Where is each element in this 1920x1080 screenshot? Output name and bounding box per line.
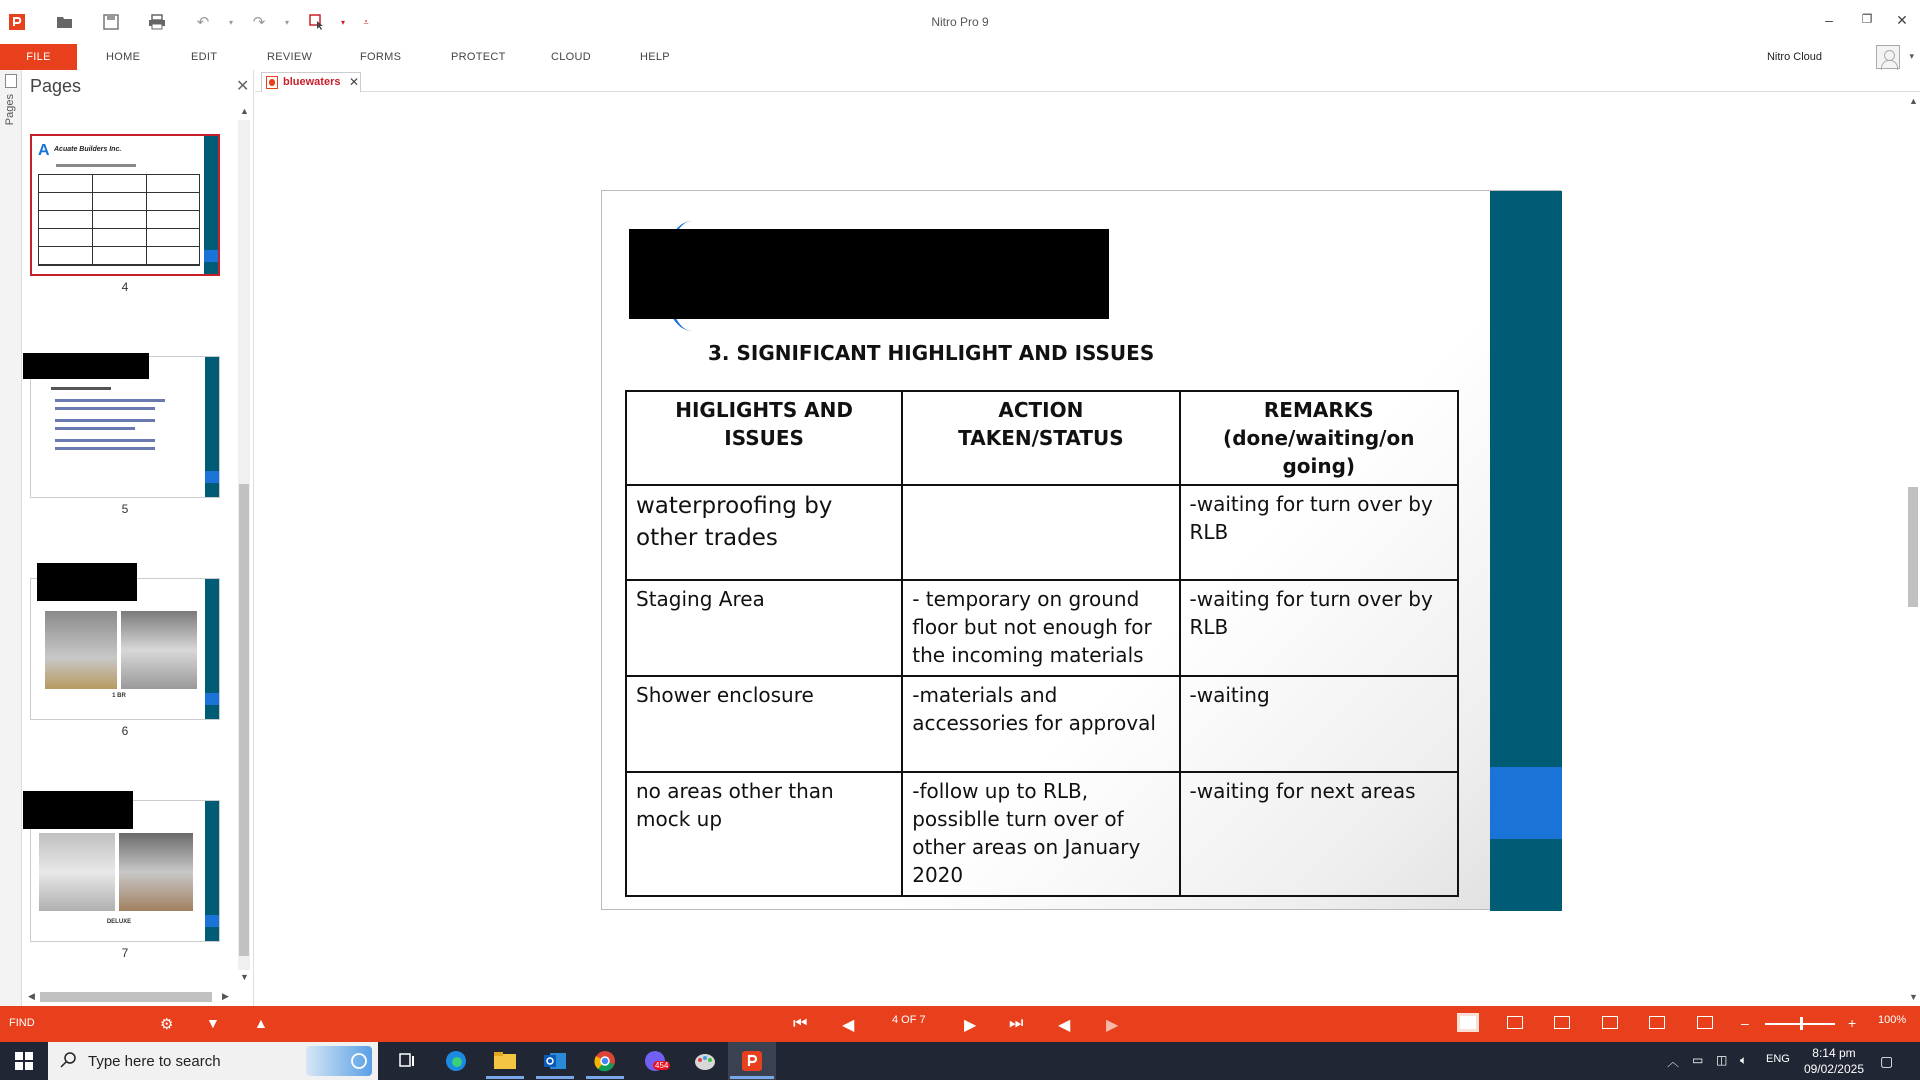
table-cell: Shower enclosure (626, 676, 902, 772)
select-dropdown-icon[interactable]: ▾ (340, 17, 345, 27)
window-title: Nitro Pro 9 (931, 15, 989, 29)
company-logo-icon: A (38, 142, 50, 159)
redo-dropdown-icon[interactable]: ▾ (284, 17, 289, 27)
page-indicator[interactable]: 4 OF 7 (892, 1014, 926, 1026)
table-cell: waterproofing by other trades (626, 485, 902, 580)
notifications-icon[interactable]: ▢ (1880, 1053, 1894, 1069)
scroll-up-icon[interactable]: ▲ (240, 106, 249, 116)
room-photo (45, 611, 117, 689)
zoom-slider-handle[interactable] (1800, 1017, 1803, 1030)
edge-browser-icon[interactable] (444, 1049, 468, 1073)
network-icon[interactable]: ◫ (1716, 1053, 1728, 1067)
redaction-box (23, 353, 149, 379)
active-indicator (536, 1076, 574, 1079)
redaction-box (23, 791, 133, 829)
scrollbar-thumb[interactable] (40, 992, 212, 1002)
show-hidden-icons-icon[interactable]: ︿ (1667, 1055, 1680, 1069)
table-header-row (626, 391, 1458, 485)
clock-date: 09/02/2025 (1803, 1062, 1864, 1076)
customize-icon[interactable]: ⩡ (363, 16, 369, 27)
thumbnail-caption: DELUXE (106, 919, 132, 925)
scroll-down-icon[interactable]: ▼ (240, 972, 249, 982)
file-explorer-icon[interactable] (493, 1049, 517, 1073)
menu-help[interactable]: HELP (640, 51, 670, 63)
next-page-icon[interactable]: ▶ (964, 1017, 977, 1034)
volume-icon[interactable]: 🔈︎ (1740, 1053, 1748, 1067)
menu-cloud[interactable]: CLOUD (551, 51, 592, 63)
chrome-icon[interactable] (593, 1049, 617, 1073)
zoom-level[interactable]: 100% (1878, 1014, 1907, 1026)
fit-width-icon[interactable] (1697, 1016, 1713, 1029)
thumbnail-caption: 1 BR (112, 693, 126, 699)
table-cell: no areas other than mock up (626, 772, 902, 896)
title-bar (0, 0, 1920, 42)
close-icon[interactable]: ✕ (1896, 12, 1908, 28)
menu-forms[interactable]: FORMS (360, 51, 402, 63)
find-label[interactable]: FIND (9, 1017, 35, 1029)
windows-taskbar (0, 1042, 1920, 1080)
find-next-icon[interactable]: ▼ (206, 1015, 220, 1031)
room-photo (119, 833, 193, 911)
find-previous-icon[interactable]: ▲ (254, 1015, 268, 1031)
pages-panel-tab[interactable]: Pages (4, 94, 16, 126)
scrollbar-thumb[interactable] (1908, 487, 1918, 607)
find-settings-icon[interactable]: ⚙ (160, 1016, 174, 1033)
active-indicator (486, 1076, 524, 1079)
menu-review[interactable]: REVIEW (267, 51, 313, 63)
thumbnail-image[interactable] (30, 578, 220, 720)
task-view-icon[interactable] (395, 1049, 419, 1073)
restore-icon[interactable]: ❐ (1861, 12, 1873, 26)
panel-title: Pages (30, 76, 82, 96)
document-vertical-scrollbar[interactable] (1906, 92, 1920, 1006)
redaction-box (37, 563, 137, 601)
menu-edit[interactable]: EDIT (191, 51, 218, 63)
table-cell (902, 485, 1179, 580)
column-header: ACTION TAKEN/STATUS (902, 391, 1179, 485)
zoom-in-icon[interactable]: + (1848, 1015, 1857, 1031)
panel-vertical-scrollbar[interactable] (238, 106, 250, 984)
zoom-out-icon[interactable]: – (1741, 1015, 1749, 1031)
close-panel-icon[interactable]: ✕ (236, 78, 250, 95)
slide-sidebar-accent (1490, 767, 1562, 839)
taskbar-clock[interactable] (1804, 1045, 1864, 1077)
table-cell: -follow up to RLB, possiblle turn over of other areas on January 2020 (902, 772, 1179, 896)
pdf-page (601, 190, 1561, 910)
single-page-view-icon[interactable] (1460, 1016, 1476, 1029)
continuous-view-icon[interactable] (1507, 1016, 1523, 1029)
previous-page-icon[interactable]: ◀ (842, 1017, 855, 1034)
page-number: 4 (121, 280, 129, 294)
table-row (626, 772, 1458, 896)
redaction-box (629, 229, 1109, 319)
scroll-right-icon[interactable]: ▶ (222, 991, 229, 1001)
menu-protect[interactable]: PROTECT (451, 51, 506, 63)
taskbar-search-box[interactable] (48, 1042, 378, 1080)
language-indicator[interactable]: ENG (1766, 1053, 1790, 1065)
tab-label: bluewaters (283, 76, 341, 88)
facing-view-icon[interactable] (1554, 1016, 1570, 1029)
minimize-icon[interactable]: – (1825, 12, 1833, 28)
room-photo (39, 833, 115, 911)
facing-continuous-view-icon[interactable] (1602, 1016, 1618, 1029)
search-placeholder: Type here to search (88, 1053, 221, 1070)
back-view-icon[interactable]: ◀ (1058, 1017, 1071, 1034)
windows-start-icon[interactable] (12, 1049, 36, 1073)
table-row (626, 485, 1458, 580)
pdf-file-icon (266, 76, 278, 89)
scroll-down-icon[interactable]: ▼ (1909, 992, 1918, 1002)
table-row (626, 580, 1458, 676)
clock-time: 8:14 pm (1812, 1046, 1856, 1060)
nitro-pro-taskbar-icon[interactable] (740, 1049, 764, 1073)
table-cell: -waiting for next areas (1180, 772, 1459, 896)
redo-icon[interactable]: ↷ (252, 14, 266, 31)
viber-icon[interactable] (643, 1049, 667, 1073)
side-strip (0, 70, 22, 1006)
thumbnail-company-text: Acuate Builders Inc. (54, 146, 122, 153)
scroll-left-icon[interactable]: ◀ (28, 991, 35, 1001)
thumbnail-image[interactable] (30, 356, 220, 498)
undo-dropdown-icon[interactable]: ▾ (228, 17, 233, 27)
active-indicator (730, 1076, 774, 1079)
cortana-icon[interactable] (347, 1049, 371, 1073)
issues-table (625, 390, 1459, 897)
account-dropdown-icon[interactable]: ▾ (1909, 51, 1914, 61)
table-cell: Staging Area (626, 580, 902, 676)
thumbnail-image[interactable] (30, 134, 220, 276)
battery-icon[interactable]: ▭ (1692, 1053, 1704, 1067)
table-cell: -waiting for turn over by RLB (1180, 485, 1459, 580)
outlook-icon[interactable] (543, 1049, 567, 1073)
search-icon (60, 1051, 78, 1072)
page-number: 7 (121, 946, 129, 960)
forward-view-icon[interactable]: ▶ (1106, 1017, 1119, 1034)
slide-heading: 3. SIGNIFICANT HIGHLIGHT AND ISSUES (708, 341, 1155, 365)
first-page-icon[interactable]: ⏮ (793, 1015, 808, 1032)
room-photo (121, 611, 197, 689)
notification-badge: 454 (655, 1061, 669, 1070)
thumbnail-image[interactable] (30, 800, 220, 942)
tab-bluewaters[interactable] (261, 72, 361, 92)
panel-horizontal-scrollbar[interactable] (28, 990, 228, 1004)
avatar[interactable] (1876, 45, 1900, 69)
active-indicator (586, 1076, 624, 1079)
paint-app-icon[interactable] (693, 1049, 717, 1073)
page-number: 6 (121, 724, 129, 738)
scroll-up-icon[interactable]: ▲ (1909, 96, 1918, 106)
table-cell: -waiting (1180, 676, 1459, 772)
page-number: 5 (121, 502, 129, 516)
nitro-cloud-account[interactable]: Nitro Cloud (1766, 51, 1822, 63)
table-cell: -materials and accessories for approval (902, 676, 1179, 772)
status-bar (0, 1006, 1920, 1042)
pages-panel-icon[interactable] (5, 74, 17, 88)
table-cell: - temporary on ground floor but not enough for the incoming materials (902, 580, 1179, 676)
column-header: HIGLIGHTS AND ISSUES (626, 391, 902, 485)
table-cell: -waiting for turn over by RLB (1180, 580, 1459, 676)
last-page-icon[interactable]: ⏭ (1009, 1015, 1024, 1032)
pages-panel (22, 70, 254, 1006)
document-tab-bar (255, 70, 1920, 92)
table-row (626, 676, 1458, 772)
close-tab-icon[interactable]: ✕ (349, 75, 360, 89)
fit-page-icon[interactable] (1649, 1016, 1665, 1029)
document-viewer[interactable] (256, 92, 1906, 1006)
column-header: REMARKS (done/waiting/on going) (1180, 391, 1459, 485)
scrollbar-thumb[interactable] (239, 484, 249, 956)
undo-icon[interactable]: ↶ (196, 14, 210, 31)
menu-home[interactable]: HOME (106, 51, 141, 63)
ribbon-menu (0, 44, 1920, 70)
menu-file[interactable]: FILE (0, 44, 77, 70)
